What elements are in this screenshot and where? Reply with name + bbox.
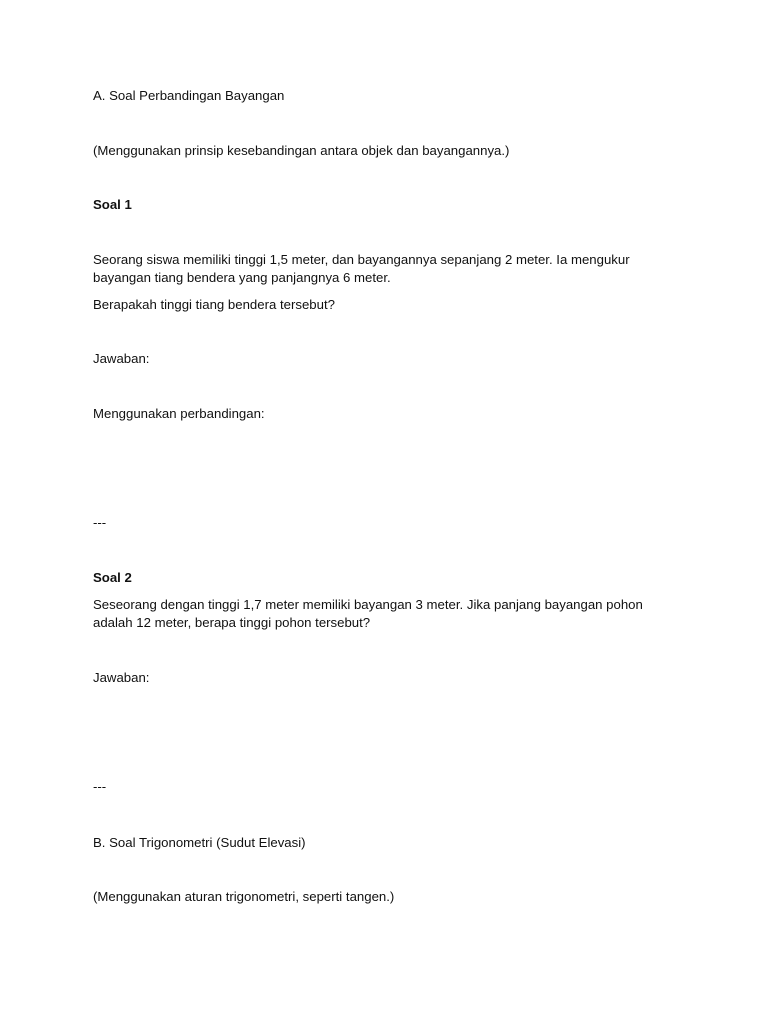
separator: --- [93, 515, 107, 530]
soal-1-question-prompt: Berapakah tinggi tiang bendera tersebut? [93, 297, 335, 312]
section-b-note: (Menggunakan aturan trigonometri, seperti tangen.) [93, 889, 395, 904]
separator: --- [93, 779, 107, 794]
section-b-heading: B. Soal Trigonometri (Sudut Elevasi) [93, 835, 306, 850]
soal-2-question: Seseorang dengan tinggi 1,7 meter memiliki bayangan 3 meter. Jika panjang bayangan pohon adalah 12 meter, berapa tinggi pohon tersebut? [93, 597, 643, 630]
soal-1-answer-label: Jawaban: [93, 351, 150, 366]
soal-1-question: Seorang siswa memiliki tinggi 1,5 meter, dan bayangannya sepanjang 2 meter. Ia mengukur bayangan tiang bendera yang panjangnya 6 meter. [93, 252, 630, 285]
section-a-note: (Menggunakan prinsip kesebandingan antara objek dan bayangannya.) [93, 143, 510, 158]
soal-2-title: Soal 2 [93, 570, 132, 585]
soal-1-method-label: Menggunakan perbandingan: [93, 406, 265, 421]
soal-1-title: Soal 1 [93, 197, 132, 212]
soal-2-answer-label: Jawaban: [93, 670, 150, 685]
section-a-heading: A. Soal Perbandingan Bayangan [93, 88, 285, 103]
